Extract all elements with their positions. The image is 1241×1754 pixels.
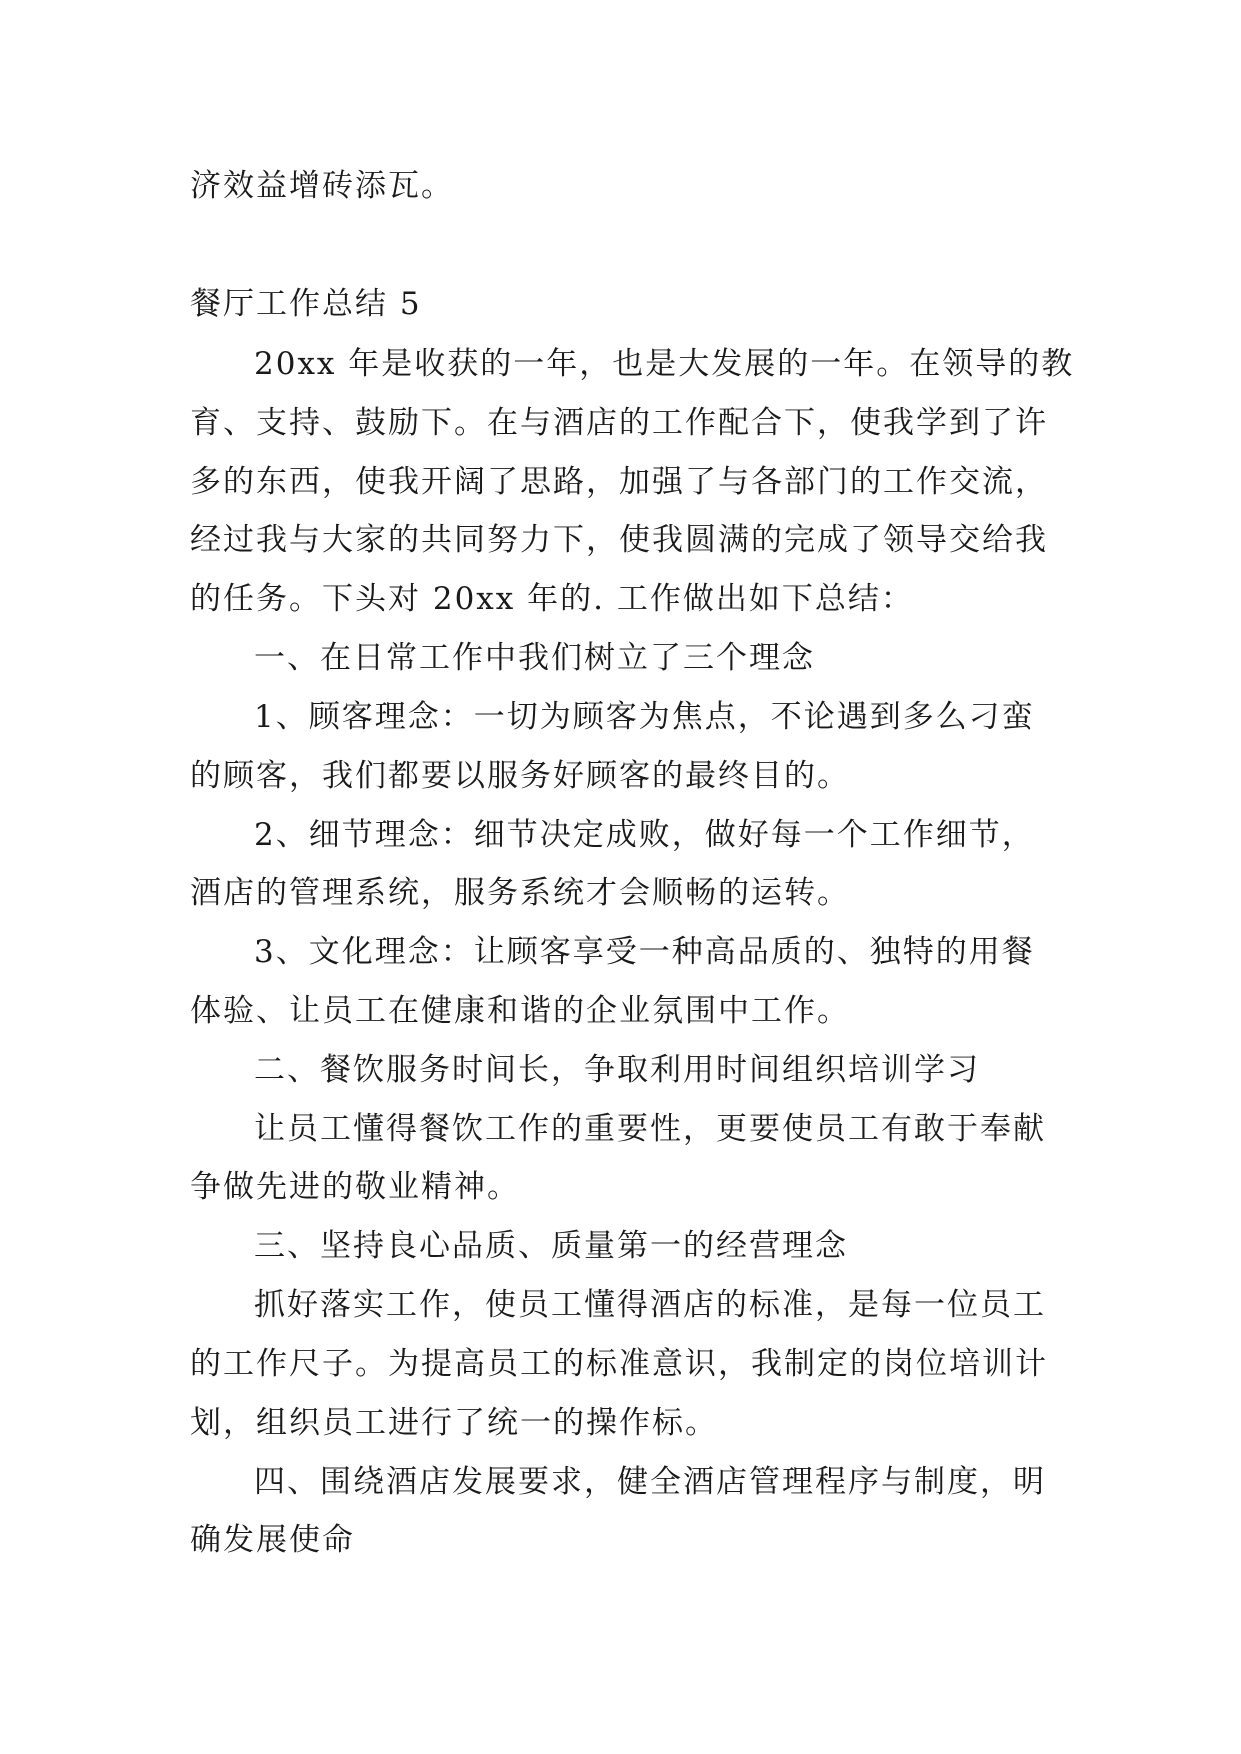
- paragraph-line: 体验、让员工在健康和谐的企业氛围中工作。: [190, 993, 850, 1029]
- paragraph-line: 3、文化理念：让顾客享受一种高品质的、独特的用餐: [254, 934, 1035, 970]
- heading-line: 四、围绕酒店发展要求，健全酒店管理程序与制度，明: [254, 1464, 1046, 1500]
- heading-line: 一、在日常工作中我们树立了三个理念: [254, 640, 815, 676]
- section-title: 餐厅工作总结 5: [190, 286, 422, 322]
- paragraph-line: 确发展使命: [190, 1522, 355, 1558]
- paragraph-line: 的工作尺子。为提高员工的标准意识，我制定的岗位培训计: [190, 1346, 1048, 1382]
- paragraph-line: 让员工懂得餐饮工作的重要性，更要使员工有敢于奉献: [254, 1111, 1046, 1147]
- paragraph-line: 的顾客，我们都要以服务好顾客的最终目的。: [190, 758, 850, 794]
- heading-line: 三、坚持良心品质、质量第一的经营理念: [254, 1228, 848, 1264]
- paragraph-line: 抓好落实工作，使员工懂得酒店的标准，是每一位员工: [254, 1287, 1046, 1323]
- paragraph-line: 2、细节理念：细节决定成败，做好每一个工作细节，: [254, 817, 1035, 853]
- paragraph-line: 酒店的管理系统，服务系统才会顺畅的运转。: [190, 875, 850, 911]
- paragraph-line: 育、支持、鼓励下。在与酒店的工作配合下，使我学到了许: [190, 405, 1048, 441]
- paragraph-line: 1、顾客理念：一切为顾客为焦点，不论遇到多么刁蛮: [254, 699, 1035, 735]
- paragraph-line: 20xx 年是收获的一年，也是大发展的一年。在领导的教: [254, 346, 1075, 382]
- paragraph-line: 多的东西，使我开阔了思路，加强了与各部门的工作交流，: [190, 464, 1048, 500]
- paragraph-line: 争做先进的敬业精神。: [190, 1169, 520, 1205]
- paragraph-line: 经过我与大家的共同努力下，使我圆满的完成了领导交给我: [190, 522, 1048, 558]
- paragraph-line: 的任务。下头对 20xx 年的. 工作做出如下总结：: [190, 581, 914, 617]
- heading-line: 二、餐饮服务时间长，争取利用时间组织培训学习: [254, 1052, 980, 1088]
- continued-line: 济效益增砖添瓦。: [190, 168, 454, 204]
- paragraph-line: 划，组织员工进行了统一的操作标。: [190, 1405, 718, 1441]
